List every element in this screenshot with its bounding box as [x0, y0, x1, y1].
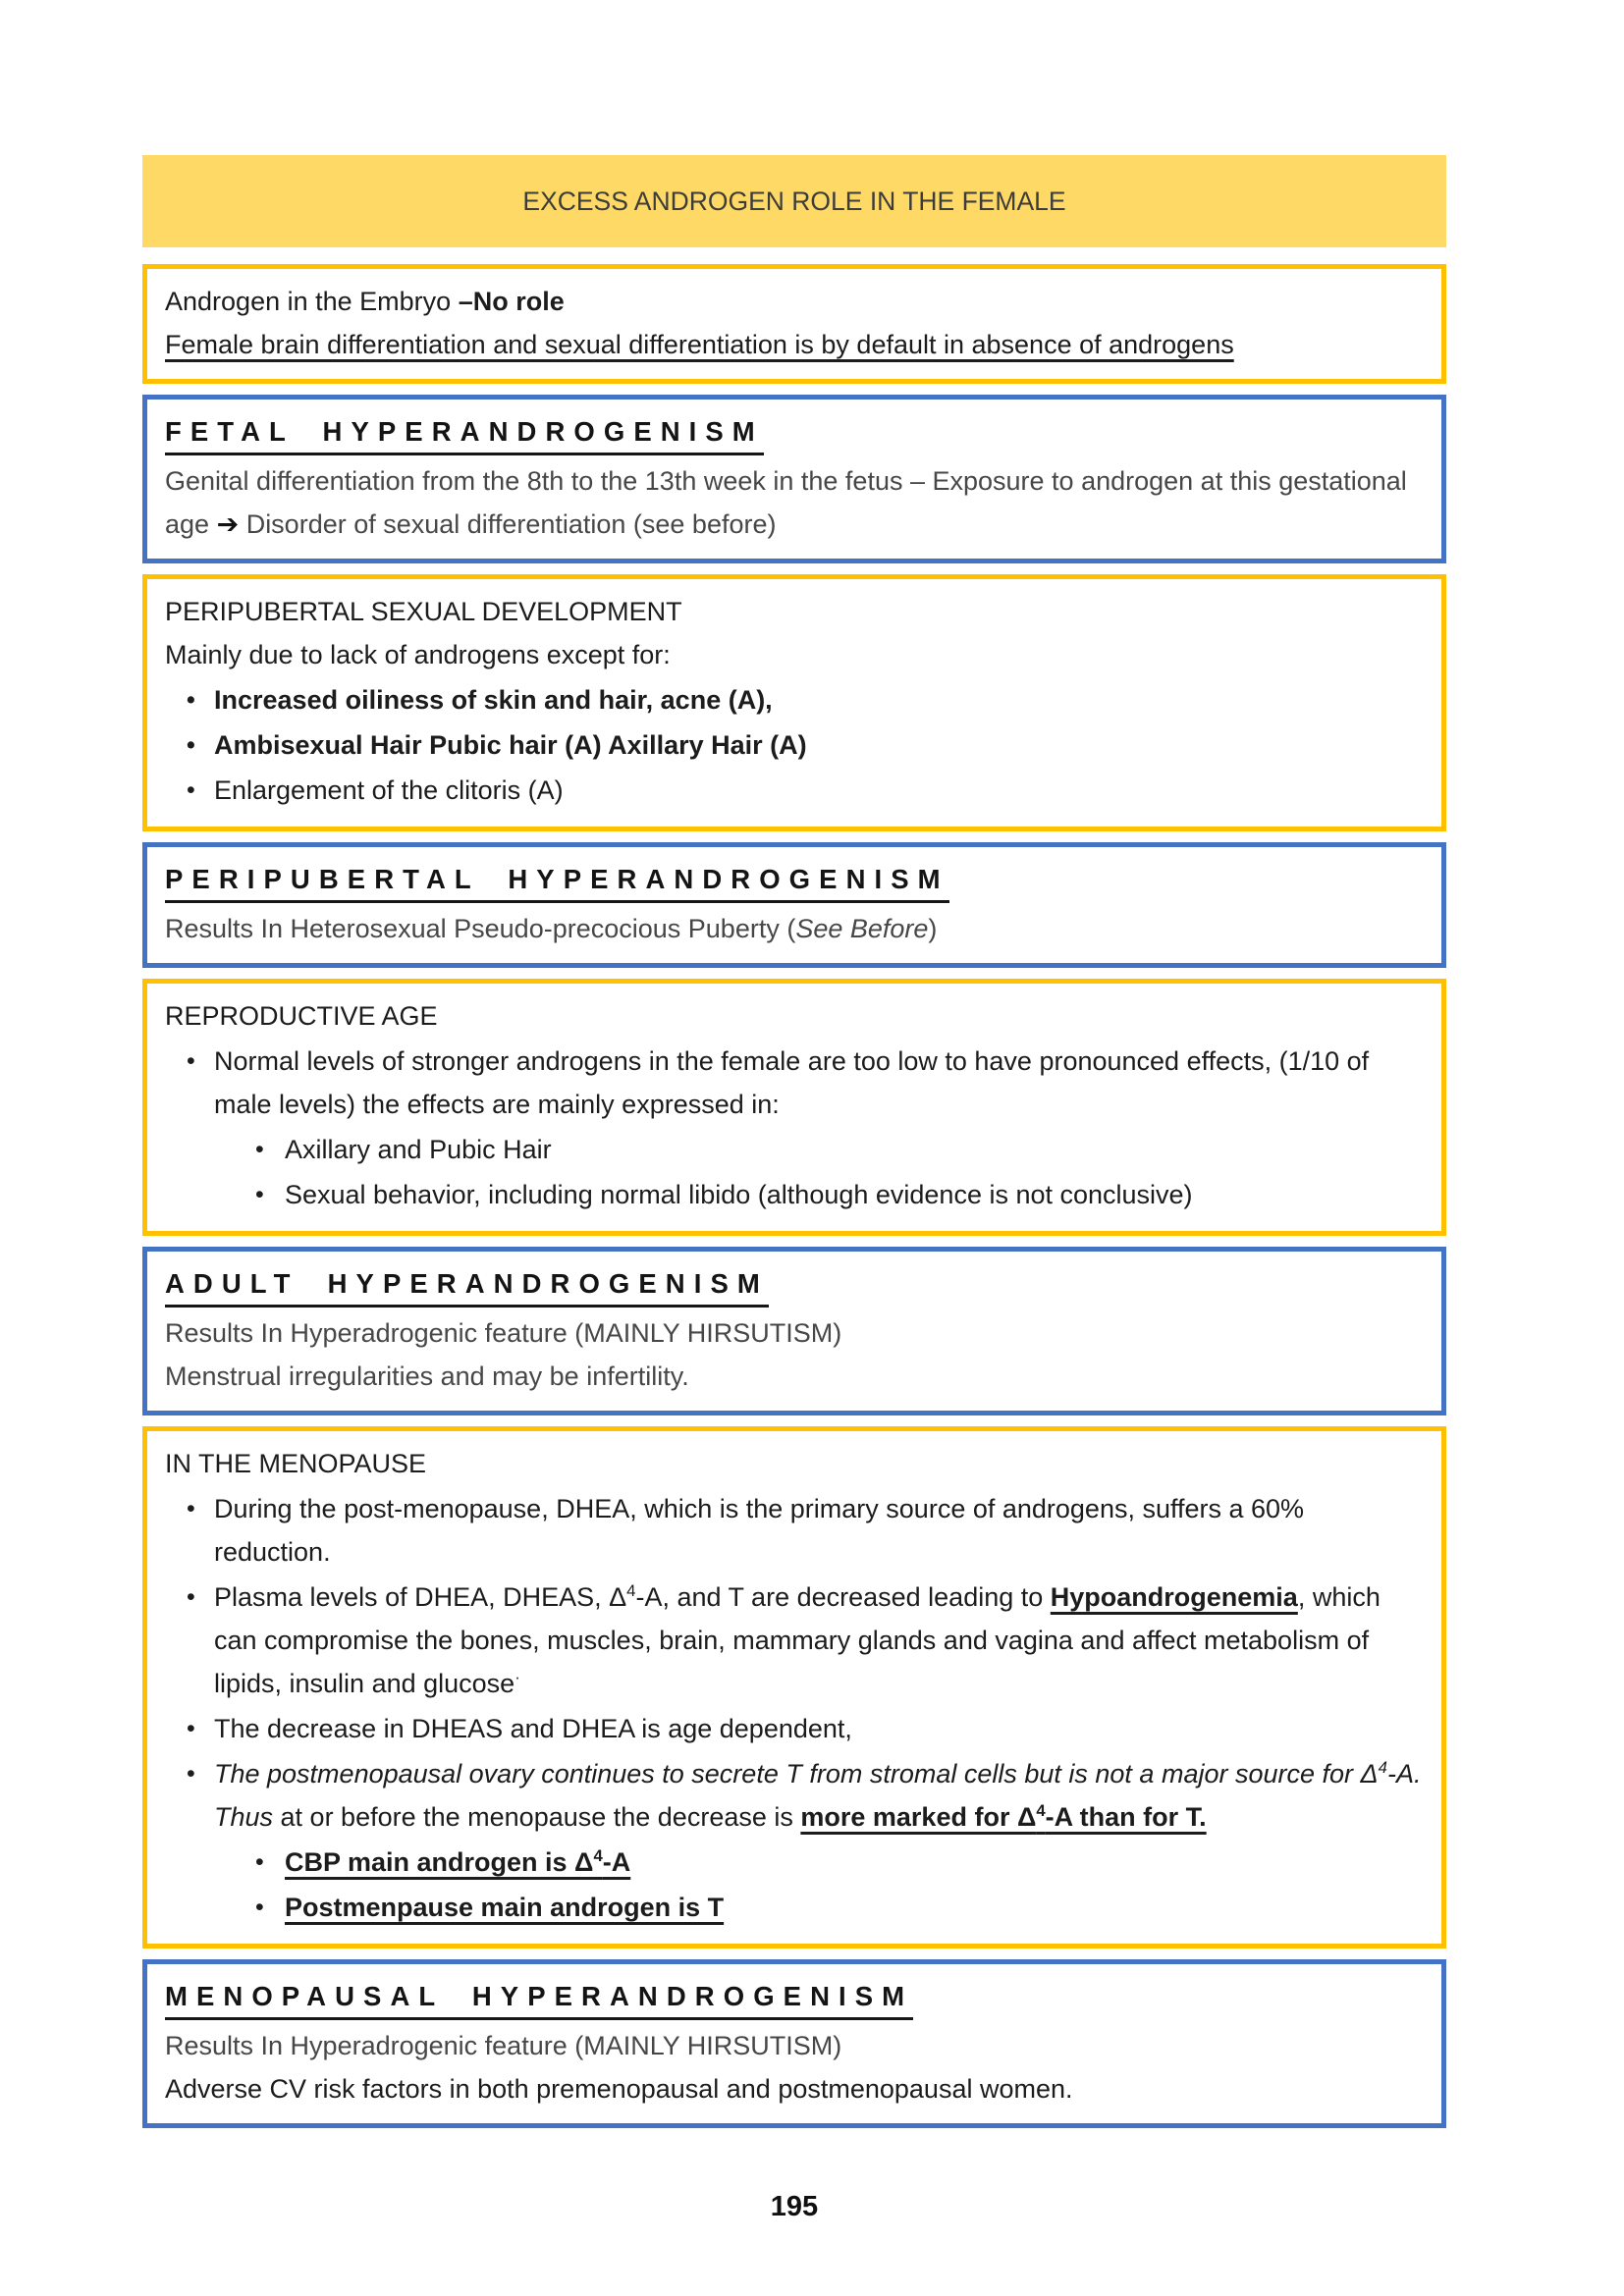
- adult-line2: Menstrual irregularities and may be infertility.: [165, 1362, 689, 1391]
- list-item: • Postmenpause main androgen is T: [165, 1886, 1424, 1929]
- list-item: • Enlargement of the clitoris (A): [165, 769, 1424, 812]
- menopausal-hyper-line2: Adverse CV risk factors in both premenopausal and postmenopausal women.: [165, 2074, 1073, 2104]
- fetal-body: Genital differentiation from the 8th to the 13th week in the fetus – Exposure to androgen at this gestational age ➔ Disorder of sexual differentiation (see before): [165, 466, 1407, 539]
- peripubertal-dev-title: PERIPUBERTAL SEXUAL DEVELOPMENT: [165, 597, 682, 626]
- adult-hyperandrogenism-box: [142, 1247, 1446, 1415]
- peripubertal-hyper-title: PERIPUBERTAL HYPERANDROGENISM: [165, 858, 1424, 907]
- peripubertal-hyperandrogenism-box: [142, 842, 1446, 968]
- embryo-line2-text: Female brain differentiation and sexual differentiation is by default in absence of androgens: [165, 330, 1234, 359]
- list-item: • Sexual behavior, including normal libido (although evidence is not conclusive): [165, 1173, 1424, 1216]
- arrow-right-icon: ➔: [216, 509, 240, 539]
- list-item: • During the post-menopause, DHEA, which is the primary source of androgens, suffers a 60% reduction.: [165, 1487, 1424, 1574]
- menopausal-hyper-line1: Results In Hyperadrogenic feature (MAINLY HIRSUTISM): [165, 2031, 842, 2060]
- list-item: • CBP main androgen is $\Delta^4-A$: [165, 1841, 1424, 1884]
- embryo-box: [142, 264, 1446, 384]
- list-item: • Axillary and Pubic Hair: [165, 1128, 1424, 1171]
- page-title: EXCESS ANDROGEN ROLE IN THE FEMALE: [522, 186, 1066, 216]
- page-content: [142, 155, 1446, 2139]
- menopause-title: IN THE MENOPAUSE: [165, 1449, 427, 1478]
- adult-title: ADULT HYPERANDROGENISM: [165, 1262, 1424, 1311]
- menopausal-hyperandrogenism-box: [142, 1959, 1446, 2128]
- peripubertal-hyper-body: Results In Heterosexual Pseudo-precocious Puberty (See Before): [165, 914, 938, 943]
- embryo-line1-text: Androgen in the Embryo: [165, 287, 459, 316]
- menopausal-hyper-title: MENOPAUSAL HYPERANDROGENISM: [165, 1975, 1424, 2024]
- peripubertal-development-box: [142, 574, 1446, 831]
- peripubertal-dev-intro: Mainly due to lack of androgens except for:: [165, 640, 671, 669]
- embryo-line2: [165, 323, 1424, 366]
- menopause-box: [142, 1426, 1446, 1949]
- list-item: • Normal levels of stronger androgens in the female are too low to have pronounced effects, (1/10 of male levels) the effects are mainly expressed in:: [165, 1040, 1424, 1126]
- list-item: • Increased oiliness of skin and hair, acne (A),: [165, 678, 1424, 721]
- list-item: • Plasma levels of DHEA, DHEAS, $\Delta^4-A$, and T are decreased leading to Hypoandrogenemia, which can compromise the bones, muscles, brain, mammary glands and vagina and affect metabolism of lipids, insulin and glucose·: [165, 1575, 1424, 1705]
- reproductive-age-box: [142, 979, 1446, 1236]
- embryo-line1-bold: –No role: [458, 287, 565, 316]
- fetal-title: FETAL HYPERANDROGENISM: [165, 410, 1424, 459]
- page-number: 195: [770, 2191, 819, 2222]
- list-item: • The postmenopausal ovary continues to secrete T from stromal cells but is not a major source for $\Delta^4-A$. Thus at or before the menopause the decrease is more marked for $\Delta^4-A$ than for T.: [165, 1752, 1424, 1839]
- list-item: • Ambisexual Hair Pubic hair (A) Axillary Hair (A): [165, 723, 1424, 767]
- reproductive-title: REPRODUCTIVE AGE: [165, 1001, 438, 1031]
- list-item: • The decrease in DHEAS and DHEA is age dependent,: [165, 1707, 1424, 1750]
- title-banner: [142, 155, 1446, 247]
- embryo-line1: [165, 280, 1424, 323]
- fetal-hyperandrogenism-box: [142, 395, 1446, 563]
- adult-line1: Results In Hyperadrogenic feature (MAINLY HIRSUTISM): [165, 1318, 842, 1348]
